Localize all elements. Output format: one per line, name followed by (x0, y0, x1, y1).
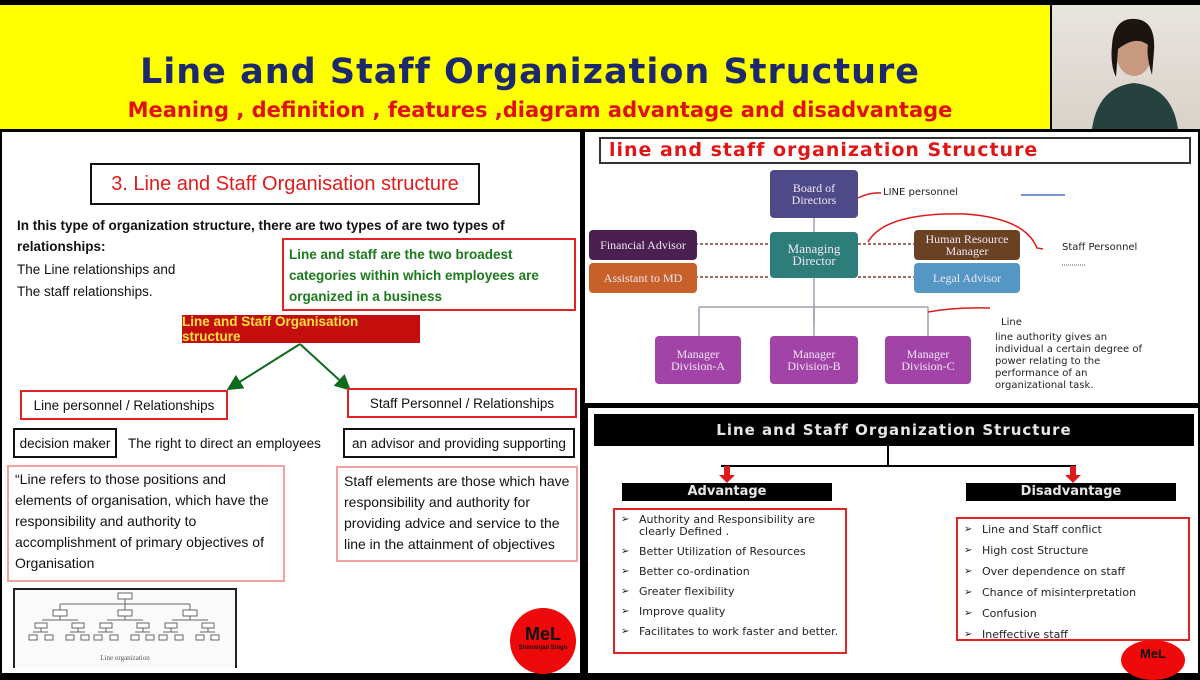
line-personnel-legend: LINE personnel (883, 187, 959, 198)
decision-maker-box: decision maker (13, 428, 117, 458)
section-heading: 3. Line and Staff Organisation structure (90, 163, 480, 205)
advantage-item: ➢ Greater flexibility (617, 586, 845, 598)
disadvantage-item: ➢ High cost Structure (960, 545, 1188, 557)
definition-box: Line and staff are the two broadest categories within which employees are organized in a business (282, 238, 576, 311)
mel-logo-small: MeL (1121, 640, 1185, 680)
division-c-node: Manager Division-C (885, 336, 971, 384)
advdis-connectors (588, 408, 1198, 488)
staff-relationship-text: The staff relationships. (17, 284, 153, 299)
page-title: Line and Staff Organization Structure (139, 52, 921, 92)
chart-caption: Line organization (100, 654, 150, 662)
advantage-item: ➢ Better co-ordination (617, 566, 845, 578)
person-image (1052, 5, 1200, 129)
line-authority-note: line authority gives an individual a certain degree of power relating to the performance of an organizational task. (995, 332, 1142, 391)
board-of-directors-node: Board of Directors (770, 170, 858, 218)
advisor-box: an advisor and providing supporting (343, 428, 575, 458)
legal-advisor-node: Legal Advisor (914, 263, 1020, 293)
staff-personnel-box: Staff Personnel / Relationships (347, 388, 577, 418)
advantages-box (613, 508, 847, 654)
mel-logo (510, 608, 576, 674)
hr-manager-node: Human Resource Manager (914, 230, 1020, 260)
line-relationship-text: The Line relationships and (17, 262, 176, 277)
disadvantage-item: ➢ Confusion (960, 608, 1188, 620)
staff-definition: Staff elements are those which have responsibility and authority for providing advice and service to the line in the attainment of objectives (336, 466, 578, 562)
logo-text: MeL (525, 624, 561, 644)
left-panel (2, 132, 580, 673)
disadvantage-item: ➢ Ineffective staff (960, 629, 1188, 641)
disadvantage-label: Disadvantage (966, 483, 1176, 501)
right-to-direct-text: The right to direct an employees (128, 436, 321, 451)
advantage-item: ➢ Improve quality (617, 606, 845, 618)
advantages-panel (588, 408, 1198, 673)
financial-advisor-node: Financial Advisor (589, 230, 697, 260)
page-subtitle: Meaning , definition , features ,diagram advantage and disadvantage (127, 98, 953, 122)
org-tree-icon (15, 590, 235, 656)
line-organization-chart (13, 588, 237, 668)
intro-text: In this type of organization structure, there are two types of are two types of relationships: (17, 218, 505, 254)
division-a-node: Manager Division-A (655, 336, 741, 384)
chart-title: line and staff organization Structure (599, 137, 1191, 164)
managing-director-node: Managing Director (770, 232, 858, 278)
line-personnel-box: Line personnel / Relationships (20, 390, 228, 420)
line-label: Line (1001, 317, 1022, 328)
structure-banner: Line and Staff Organisation structure (182, 315, 420, 343)
advantage-item: ➢ Better Utilization of Resources (617, 546, 845, 558)
presenter-photo (1052, 5, 1200, 129)
logo-subtext: Shivranjali Singh (518, 645, 568, 651)
division-b-node: Manager Division-B (770, 336, 858, 384)
disadvantage-item: ➢ Chance of misinterpretation (960, 587, 1188, 599)
advdis-title: Line and Staff Organization Structure (594, 414, 1194, 446)
disadvantage-item: ➢ Line and Staff conflict (960, 524, 1188, 536)
disadvantage-item: ➢ Over dependence on staff (960, 566, 1188, 578)
assistant-node: Assistant to MD (589, 263, 697, 293)
org-chart-panel (585, 132, 1198, 403)
staff-personnel-legend: Staff Personnel (1062, 242, 1138, 253)
advantage-item: ➢ Facilitates to work faster and better. (617, 626, 845, 638)
advantage-item: ➢ Authority and Responsibility are clearly Defined . (617, 514, 845, 538)
line-definition: “Line refers to those positions and elements of organisation, which have the responsibility and authority to accomplishment of primary objectives of Organisation (7, 465, 285, 582)
disadvantages-box (956, 517, 1190, 641)
advantage-label: Advantage (622, 483, 832, 501)
